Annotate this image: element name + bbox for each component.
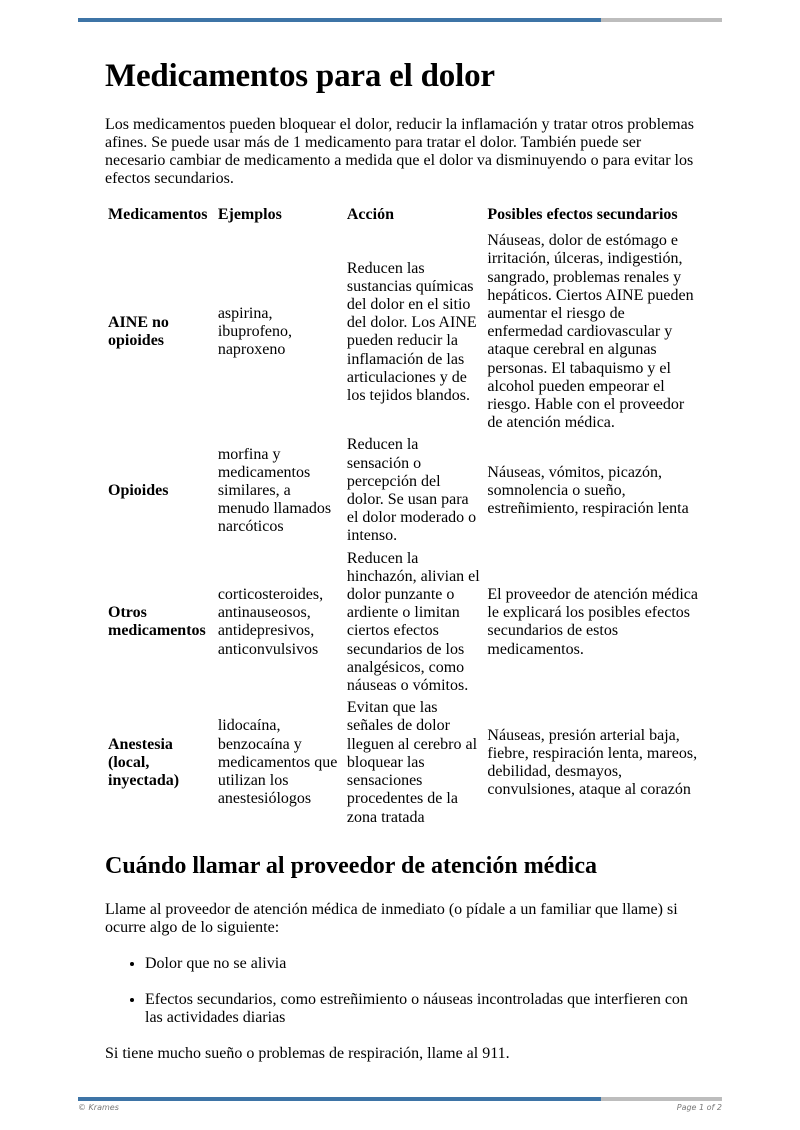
page-title: Medicamentos para el dolor	[105, 58, 495, 94]
cell-efectos: Náuseas, vómitos, picazón, somnolencia o sueño, estreñimiento, respiración lenta	[487, 463, 689, 518]
table-row	[105, 548, 705, 698]
section-heading-when-to-call: Cuándo llamar al proveedor de atención médica	[105, 852, 597, 879]
list-item: • Dolor que no se alivia	[145, 955, 705, 973]
header-rule-gray	[601, 18, 722, 22]
footer-rule	[78, 1097, 722, 1101]
page-footer	[78, 1103, 722, 1112]
cell-medicamento: AINE no opioides	[108, 314, 169, 350]
section-intro: Llame al proveedor de atención médica de inmediato (o pídale a un familiar que llame) si ocurre algo de lo siguiente:	[105, 900, 678, 936]
cell-ejemplos: morfina y medicamentos similares, a menudo llamados narcóticos	[217, 445, 332, 536]
symptom-list	[105, 955, 705, 1027]
cell-accion: Reducen la sensación o percepción del dolor. Se usan para el dolor moderado o intenso.	[346, 436, 477, 545]
cell-ejemplos: aspirina, ibuprofeno, naproxeno	[217, 305, 293, 359]
cell-accion: Reducen las sustancias químicas del dolor en el sitio del dolor. Los AINE pueden reducir la inflamación de las articulaciones y de los tejidos blandos.	[346, 259, 477, 404]
footer-page-number: Page 1 of 2	[676, 1103, 722, 1112]
header-rule-blue	[78, 18, 601, 22]
cell-accion: Reducen la hinchazón, alivian el dolor punzante o ardiente o limitan ciertos efectos secundarios de los analgésicos, como náuseas o vómitos.	[346, 549, 480, 695]
cell-efectos: Náuseas, presión arterial baja, fiebre, respiración lenta, mareos, debilidad, desmayos, convulsiones, ataque al corazón	[487, 726, 698, 799]
cell-efectos: El proveedor de atención médica le explicará los posibles efectos secundarios de estos medicamentos.	[487, 586, 698, 658]
header-rule	[78, 18, 722, 22]
medications-table	[105, 206, 705, 829]
cell-medicamento: Anestesia (local, inyectada)	[108, 735, 180, 790]
cell-medicamento: Otros medicamentos	[108, 604, 206, 640]
table-header-row	[105, 206, 705, 230]
cell-ejemplos: lidocaína, benzocaína y medicamentos que utilizan los anestesiólogos	[217, 717, 338, 808]
footer-copyright: © Krames	[78, 1103, 119, 1112]
column-header-ejemplos: Ejemplos	[217, 206, 282, 223]
intro-paragraph: Los medicamentos pueden bloquear el dolor, reducir la inflamación y tratar otros problemas afines. Se puede usar más de 1 medicamento para tratar el dolor. También puede ser necesario cambiar de medicamento a medida que el dolor va disminuyendo o para evitar los efectos secundarios.	[105, 116, 694, 187]
table-row	[105, 434, 705, 547]
cell-ejemplos: corticosteroides, antinauseosos, antidepresivos, anticonvulsivos	[217, 586, 324, 658]
list-item: • Efectos secundarios, como estreñimiento o náuseas incontroladas que interfieren con las actividades diarias	[145, 991, 705, 1027]
column-header-medicamentos: Medicamentos	[108, 206, 208, 223]
document-body	[105, 56, 705, 1063]
cell-accion: Evitan que las señales de dolor lleguen al cerebro al bloquear las sensaciones procedentes de la zona tratada	[346, 699, 478, 826]
footer-rule-gray	[601, 1097, 722, 1101]
table-row	[105, 230, 705, 434]
column-header-efectos: Posibles efectos secundarios	[487, 206, 678, 223]
footer-rule-blue	[78, 1097, 601, 1101]
cell-medicamento: Opioides	[108, 481, 169, 499]
cell-efectos: Náuseas, dolor de estómago e irritación, úlceras, indigestión, sangrado, problemas renales y hepáticos. Ciertos AINE pueden aumentar el riesgo de enfermedad cardiovascular y ataque cerebral en algunas personas. El tabaquismo y el alcohol pueden empeorar el riesgo. Hable con el proveedor de atención médica.	[487, 232, 694, 432]
table-row	[105, 697, 705, 828]
column-header-accion: Acción	[346, 206, 394, 223]
closing-paragraph: Si tiene mucho sueño o problemas de respiración, llame al 911.	[105, 1044, 510, 1062]
